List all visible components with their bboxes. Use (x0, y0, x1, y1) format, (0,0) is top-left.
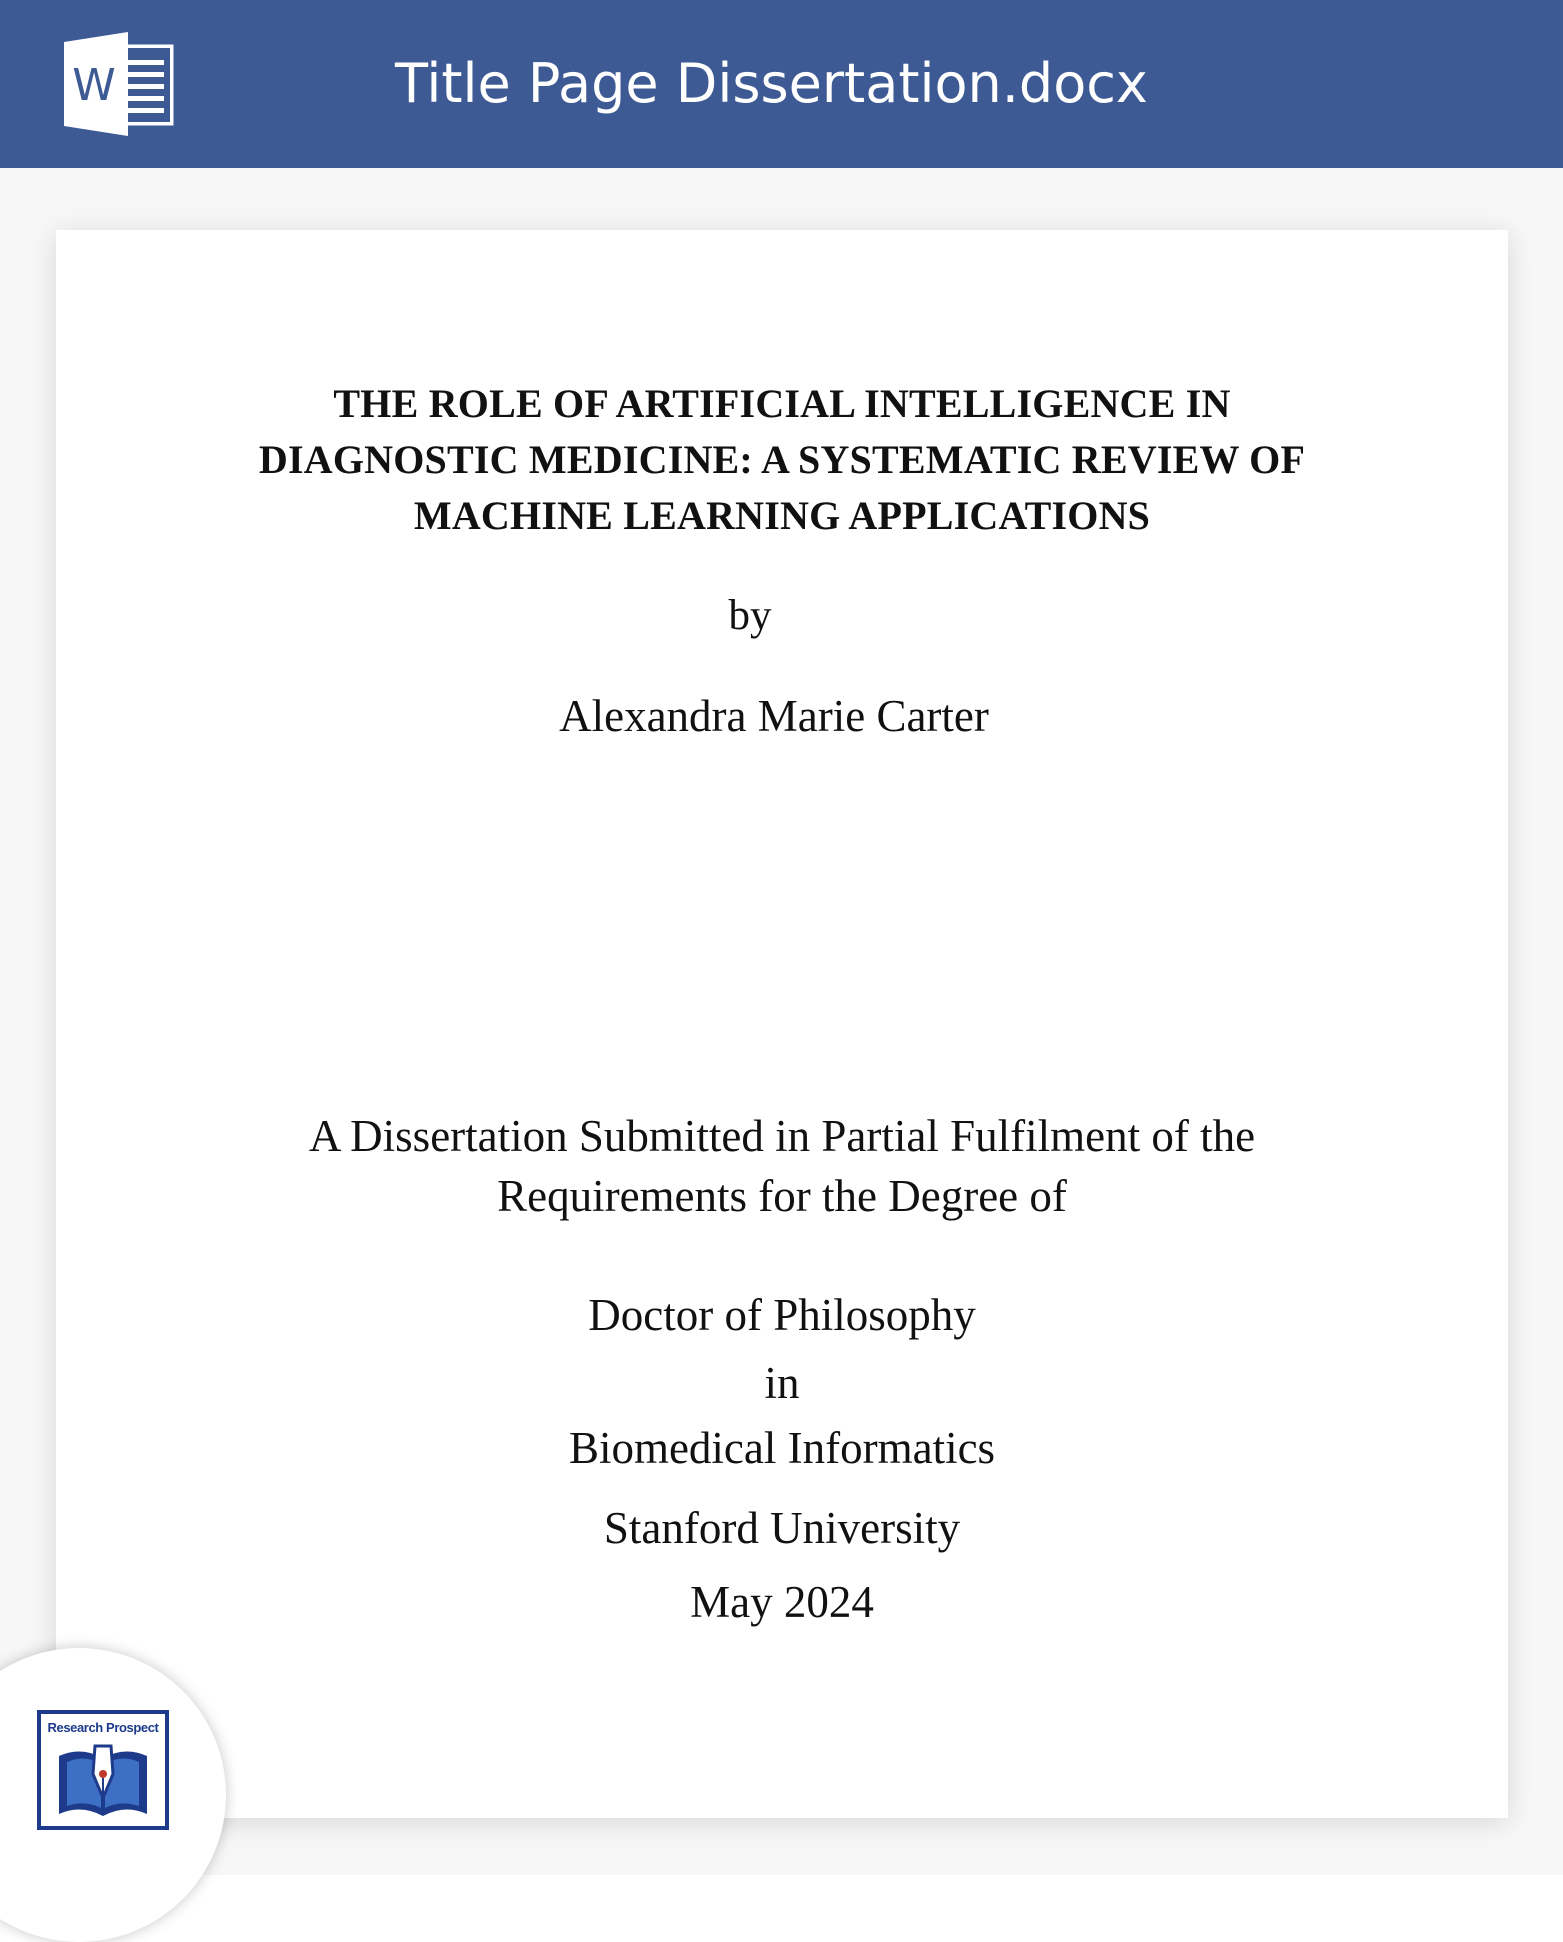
title-line: DIAGNOSTIC MEDICINE: A SYSTEMATIC REVIEW OF (258, 437, 1306, 482)
degree-name: Doctor of Philosophy (588, 1290, 976, 1340)
title-line: MACHINE LEARNING APPLICATIONS (413, 493, 1151, 538)
university-name: Stanford University (603, 1503, 961, 1553)
author-name: Alexandra Marie Carter (559, 691, 989, 741)
field-of-study: Biomedical Informatics (568, 1423, 996, 1473)
book-pen-icon (55, 1740, 151, 1824)
document-filename: Title Page Dissertation.docx (395, 52, 1148, 115)
word-icon (64, 32, 176, 136)
logo-text: Research Prospect (47, 1720, 159, 1735)
title-bar (0, 0, 1563, 168)
submission-date: May 2024 (690, 1577, 874, 1627)
by-text: by (728, 592, 772, 639)
statement-line: Requirements for the Degree of (497, 1171, 1067, 1221)
word-icon-letter: W (72, 60, 116, 111)
title-line: THE ROLE OF ARTIFICIAL INTELLIGENCE IN (333, 381, 1231, 426)
document-page[interactable] (56, 230, 1508, 1818)
submission-statement (56, 1106, 1508, 1226)
in-text: in (764, 1358, 800, 1408)
research-prospect-logo (37, 1710, 169, 1830)
dissertation-title (56, 376, 1508, 544)
statement-line: A Dissertation Submitted in Partial Fulfilment of the (308, 1111, 1256, 1161)
